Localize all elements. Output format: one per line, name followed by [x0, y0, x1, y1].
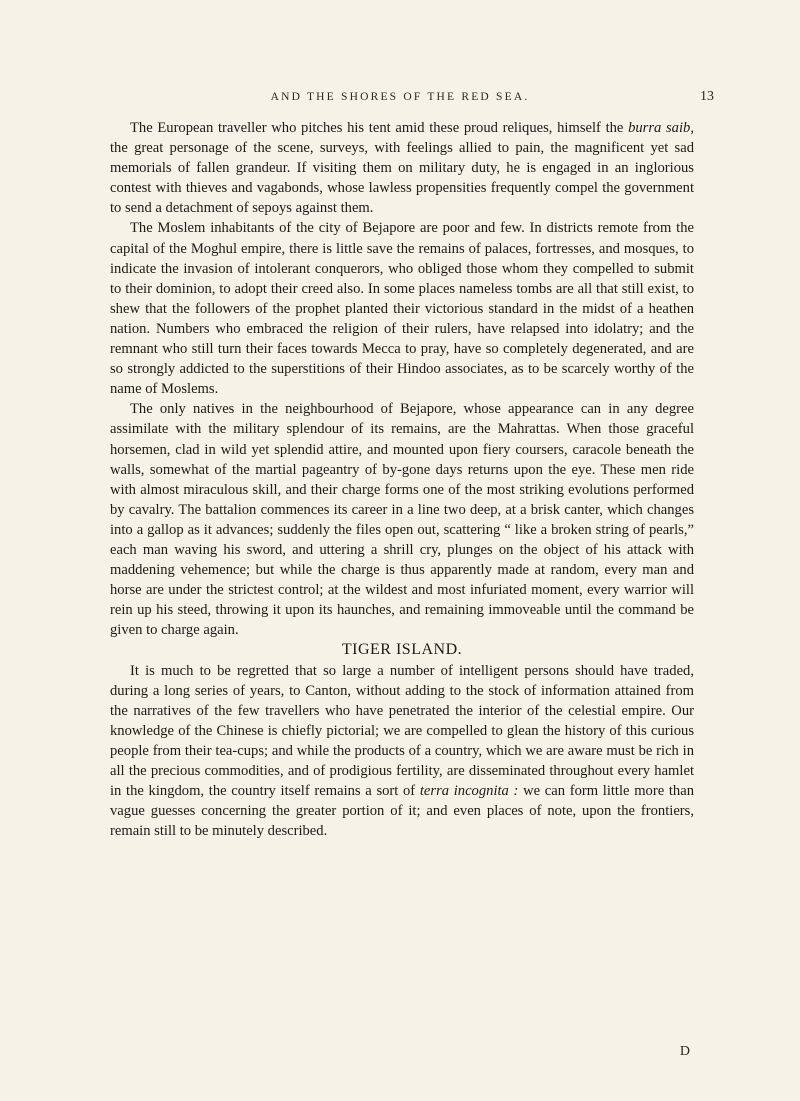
paragraph-4-end: we can form little more than vague guesses concerning the greater portion of it; and even places of note, upon the frontiers, remain still to be minutely described.	[110, 783, 694, 840]
paragraph-1-end: , the great personage of the scene, surveys, with feelings allied to pain, the magnificent yet sad memorials of fallen grandeur. If visiting them on military duty, he is engaged in an inglorious contest with thieves and vagabonds, whose lawless propensities frequently compel the government to send a detachment of sepoys against them.	[110, 120, 694, 217]
paragraph-4	[110, 661, 694, 842]
paragraph-1-start: The European traveller who pitches his tent amid these proud reliques, himself the	[130, 120, 629, 136]
paragraph-4-start: It is much to be regretted that so large a number of intelligent persons should have traded, during a long series of years, to Canton, without adding to the stock of information attained from the narratives of the few travellers who have penetrated the interior of the celestial empire. Our knowledge of the Chinese is chiefly pictorial; we are compelled to glean the history of this curious people from their tea-cups; and while the products of a country, which we are aware must be rich in all the precious commodities, and of prodigious fertility, are disseminated throughout every hamlet in the kingdom, the country itself remains a sort of	[110, 662, 694, 800]
paragraph-2: The Moslem inhabitants of the city of Bejapore are poor and few. In districts remote from the capital of the Moghul empire, there is little save the remains of palaces, fortresses, and mosques, to indicate the invasion of intolerant conquerors, who obliged those whom they compelled to submit to their dominion, to adopt their creed also. In some places nameless tombs are all that still exist, to shew that the followers of the prophet planted their victorious standard in the midst of a heathen nation. Numbers who embraced the religion of their rulers, have relapsed into idolatry; and the remnant who still turn their faces towards Mecca to pray, have so completely degenerated, and are so strongly addicted to the superstitions of their Hindoo associates, as to be scarcely worthy of the name of Moslems.	[110, 220, 694, 398]
section-heading: TIGER ISLAND.	[341, 641, 463, 659]
paragraph-1-italic: burra saib	[628, 120, 691, 136]
paragraph-1	[110, 118, 694, 218]
running-head: AND THE SHORES OF THE RED SEA.	[270, 91, 530, 103]
page-number: 13	[700, 89, 714, 104]
paragraph-4-italic: terra incognita :	[419, 783, 519, 800]
signature-mark: D	[679, 1044, 690, 1059]
paragraph-3: The only natives in the neighbourhood of Bejapore, whose appearance can in any degree assimilate with the military splendour of its remains, are the Mahrattas. When those graceful horsemen, clad in wild yet splendid attire, and mounted upon fiery coursers, caracole beneath the walls, somewhat of the martial pageantry of by-gone days returns upon the eye. These men ride with almost miraculous skill, and their charge forms one of the most striking evolutions performed by cavalry. The battalion commences its career in a line two deep, at a brisk canter, which changes into a gallop as it advances; suddenly the files open out, scattering “ like a broken string of pearls,” each man waving his sword, and uttering a shrill cry, plunges on the object of his attack with maddening vehemence; but while the charge is thus apparently made at random, every man and horse are under the strictest control; at the wildest and most infuriated moment, every warrior will rein up his steed, throwing it upon its haunches, and remaining immoveable until the command be given to charge again.	[110, 401, 694, 639]
body-text	[110, 118, 694, 841]
